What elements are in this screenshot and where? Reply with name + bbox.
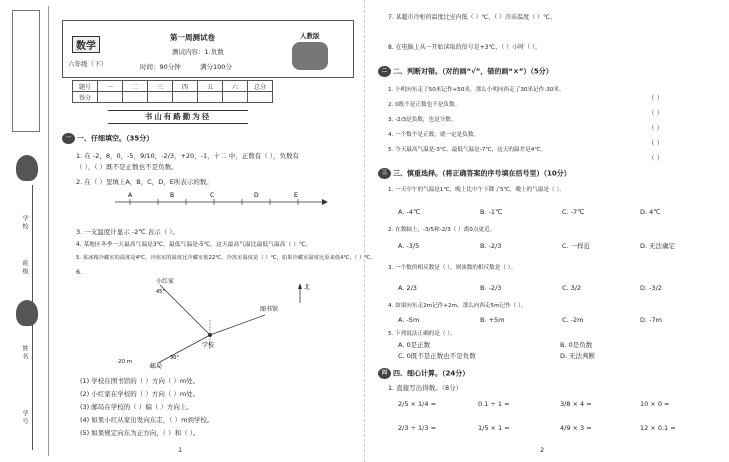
calc-item: 0.1 ÷ 1 = [478, 400, 510, 408]
full-score-label: 满分100分 [200, 63, 232, 71]
judge-answer-5[interactable]: （ ） [648, 154, 664, 162]
question-6-3: (3) 邮局在学校的（ ）偏（ ）方向上。 [80, 403, 193, 411]
choice-3: 3. 一个数的相反数是（ ），则该数的相反数是（ ）。 [388, 265, 517, 271]
choice-4-option-d[interactable]: D. -7m [640, 316, 662, 324]
choice-5-option-b[interactable]: B. 0是负数 [560, 341, 593, 349]
judge-3: 3. -2/3是负数，也是分数。 [388, 117, 457, 123]
score-header-cell: 六 [223, 81, 248, 92]
score-cell[interactable] [198, 92, 223, 103]
section-badge-icon: 四 [378, 368, 391, 379]
choice-1-option-a[interactable]: A. -4℃ [398, 208, 421, 216]
score-cell[interactable] [248, 92, 273, 103]
calc-item: 2/3 ÷ 1/3 = [398, 424, 437, 432]
test-title: 第一周测试卷 [170, 33, 215, 42]
score-cell[interactable] [223, 92, 248, 103]
choice-2-option-c[interactable]: C. 一样近 [562, 242, 591, 250]
question-6: 6. [76, 268, 83, 276]
judge-answer-4[interactable]: （ ） [648, 139, 664, 147]
publisher-tag: 人教版 [300, 32, 320, 40]
section-badge-icon: 一 [62, 133, 75, 144]
choice-4-option-a[interactable]: A. -5m [398, 316, 420, 324]
score-cell[interactable] [123, 92, 148, 103]
section-2-title: 二 二、判断对错。（对的画“√”，错的画“×”）（5分） [378, 66, 553, 77]
question-6-4: (4) 如果小红从家出发向东走，（ ）m到学校。 [80, 416, 214, 424]
sidebar-field-lines [32, 185, 43, 450]
sidebar-decoration-top [12, 10, 40, 132]
number-line-point-a: A [128, 192, 133, 199]
score-table [72, 80, 273, 103]
calc-item: 4/9 × 3 = [560, 424, 592, 432]
judge-2: 2. 0既不是正数也不是负数。 [388, 102, 461, 108]
number-line-point-c: C [210, 192, 215, 199]
grade-label: 六年级（下） [68, 60, 107, 68]
sidebar-label-school: 学校 [21, 215, 28, 231]
test-scope: 测试内容：1.负数 [172, 48, 224, 56]
question-2: 2. 在（ ）里填上A，B，C，D，E所表示的数。 [76, 178, 213, 186]
score-row-label: 得分 [73, 92, 98, 103]
choice-2-option-b[interactable]: B. -2/3 [480, 242, 502, 250]
score-cell[interactable] [148, 92, 173, 103]
score-header-cell: 总分 [248, 81, 273, 92]
choice-4-option-b[interactable]: B. +5m [480, 316, 505, 324]
question-1: 1. 在 -2，8，0，-5，9/10，-2/3，+20，-1，十二 中，正数有（ ），负数有 [76, 152, 300, 160]
choice-5-option-a[interactable]: A. 0是正数 [398, 341, 431, 349]
map-school-label: 学校 [202, 342, 215, 349]
judge-4: 4. 一个数不是正数，就一定是负数。 [388, 132, 480, 138]
score-header-cell: 二 [123, 81, 148, 92]
map-post-angle: 30° [170, 355, 179, 361]
choice-1-option-c[interactable]: C. -7℃ [562, 208, 585, 216]
question-6-2: (2) 小红家在学校的（ ）方向（ ）m处。 [80, 390, 200, 398]
choice-3-option-a[interactable]: A. 2/3 [398, 284, 417, 292]
section-1-title: 一 一、仔细填空。（35分） [62, 133, 153, 144]
calc-item: 12 × 0.1 = [640, 424, 676, 432]
map-post-label: 邮局 [150, 363, 163, 370]
question-6-5: (5) 如果规定向东为正方向，（ ）和（ ）。 [80, 429, 200, 437]
score-header-cell: 一 [98, 81, 123, 92]
question-8: 8. 在电脑上从一开始读取的信号是+3℃，（ ）小时（ ）。 [388, 44, 542, 51]
sidebar-label-class: 班级 [21, 260, 28, 276]
score-cell[interactable] [98, 92, 123, 103]
question-6-1: (1) 学校在图书馆的（ ）方向（ ）m处。 [80, 377, 200, 385]
section-3-title: 三 三、慎重选择。（将正确答案的序号填在括号里）（10分） [378, 168, 571, 179]
choice-3-option-b[interactable]: B. -2/3 [480, 284, 502, 292]
score-cell[interactable] [173, 92, 198, 103]
subject-label: 数学 [72, 36, 100, 53]
question-7: 7. 某超市冷柜的温度比室内低（ ）℃，（ ）冷冻温度（ ）℃。 [388, 14, 556, 21]
score-header-cell: 五 [198, 81, 223, 92]
sidebar-label-id: 学号 [21, 410, 28, 426]
judge-answer-3[interactable]: （ ） [648, 124, 664, 132]
question-3: 3. 一支温度计显示 -2℃ 表示（ ）。 [76, 228, 179, 236]
calc-item: 1/5 × 1 = [478, 424, 510, 432]
score-header-cell: 四 [173, 81, 198, 92]
section-badge-icon: 二 [378, 66, 391, 77]
map-home-label: 小红家 [156, 278, 175, 285]
choice-1: 1. 一天中午的气温是1℃，晚上比中午下降了5℃，晚上的气温是（ ）。 [388, 187, 565, 193]
score-header-cell: 三 [148, 81, 173, 92]
page-divider [364, 0, 365, 462]
sidebar-mascot-1 [16, 155, 38, 181]
map-home-angle: 45° [156, 289, 165, 295]
choice-5-option-d[interactable]: D. 无法判断 [560, 352, 596, 360]
number-line-point-b: B [170, 192, 175, 199]
choice-1-option-b[interactable]: B. -1℃ [480, 208, 503, 216]
choice-3-option-c[interactable]: C. 3/2 [562, 284, 582, 292]
question-1b: （ ），（ ）既不是正数也不是负数。 [76, 163, 178, 171]
choice-3-option-d[interactable]: D. -3/2 [640, 284, 662, 292]
choice-1-option-d[interactable]: D. 4℃ [640, 208, 661, 216]
header-illustration [292, 42, 328, 70]
choice-4: 4. 如果向东走2m记作+2m，那么向西走5m记作（ ）。 [388, 303, 527, 309]
calc-item: 3/8 × 4 = [560, 400, 592, 408]
section-badge-icon: 三 [378, 168, 391, 179]
map-north-label: 北 [304, 284, 311, 291]
number-line [110, 190, 330, 216]
judge-answer-2[interactable]: （ ） [648, 109, 664, 117]
calc-subtitle: 1. 直接写出得数。（8分） [388, 384, 463, 392]
map-scale: 20 m [118, 359, 133, 365]
question-4: 4. 某地区冬季一天最高气温是3℃，最低气温是-5℃，这天最高气温比最低气温高（ ）℃。 [76, 242, 312, 248]
page-number-right: 2 [540, 446, 545, 454]
direction-map [140, 275, 340, 370]
motto-banner: 书山有路勤为径 [108, 110, 248, 124]
number-line-point-e: E [294, 192, 298, 199]
sidebar-label-name: 姓名 [21, 345, 28, 361]
page-number-left: 1 [178, 446, 183, 454]
calc-item: 10 × 0 = [640, 400, 670, 408]
score-header-cell: 题号 [73, 81, 98, 92]
calc-item: 2/5 × 1/4 = [398, 400, 437, 408]
time-label: 时间：90分钟 [140, 63, 181, 71]
question-5: 5. 某冰箱冷藏室的温度是4℃，冷冻室的温度比冷藏室低22℃，冷冻室温度是（ ）℃，如果冷藏室温度比原来低4℃，（ ）℃。 [76, 255, 376, 261]
judge-5: 5. 今天最高气温是-3℃，最低气温是-7℃，这天的温差是4℃。 [388, 147, 547, 153]
choice-2: 2. 在数轴上，-3/5和-2/3（ ）离0点更近。 [388, 227, 496, 233]
number-line-point-d: D [254, 192, 259, 199]
section-4-title: 四 四、细心计算。（24分） [378, 368, 469, 379]
judge-1: 1. 小明向东走了50米记作+50米，那么小明向西走了30米记作-30米。 [388, 87, 565, 93]
choice-5: 5. 下列说法正确的是（ ）。 [388, 331, 456, 337]
judge-answer-1[interactable]: （ ） [648, 94, 664, 102]
choice-2-option-a[interactable]: A. -3/5 [398, 242, 420, 250]
map-library-label: 图书馆 [260, 306, 279, 313]
choice-4-option-c[interactable]: C. -2m [562, 316, 584, 324]
choice-5-option-c[interactable]: C. 0既不是正数也不是负数 [398, 352, 476, 360]
choice-2-option-d[interactable]: D. 无法确定 [640, 242, 676, 250]
